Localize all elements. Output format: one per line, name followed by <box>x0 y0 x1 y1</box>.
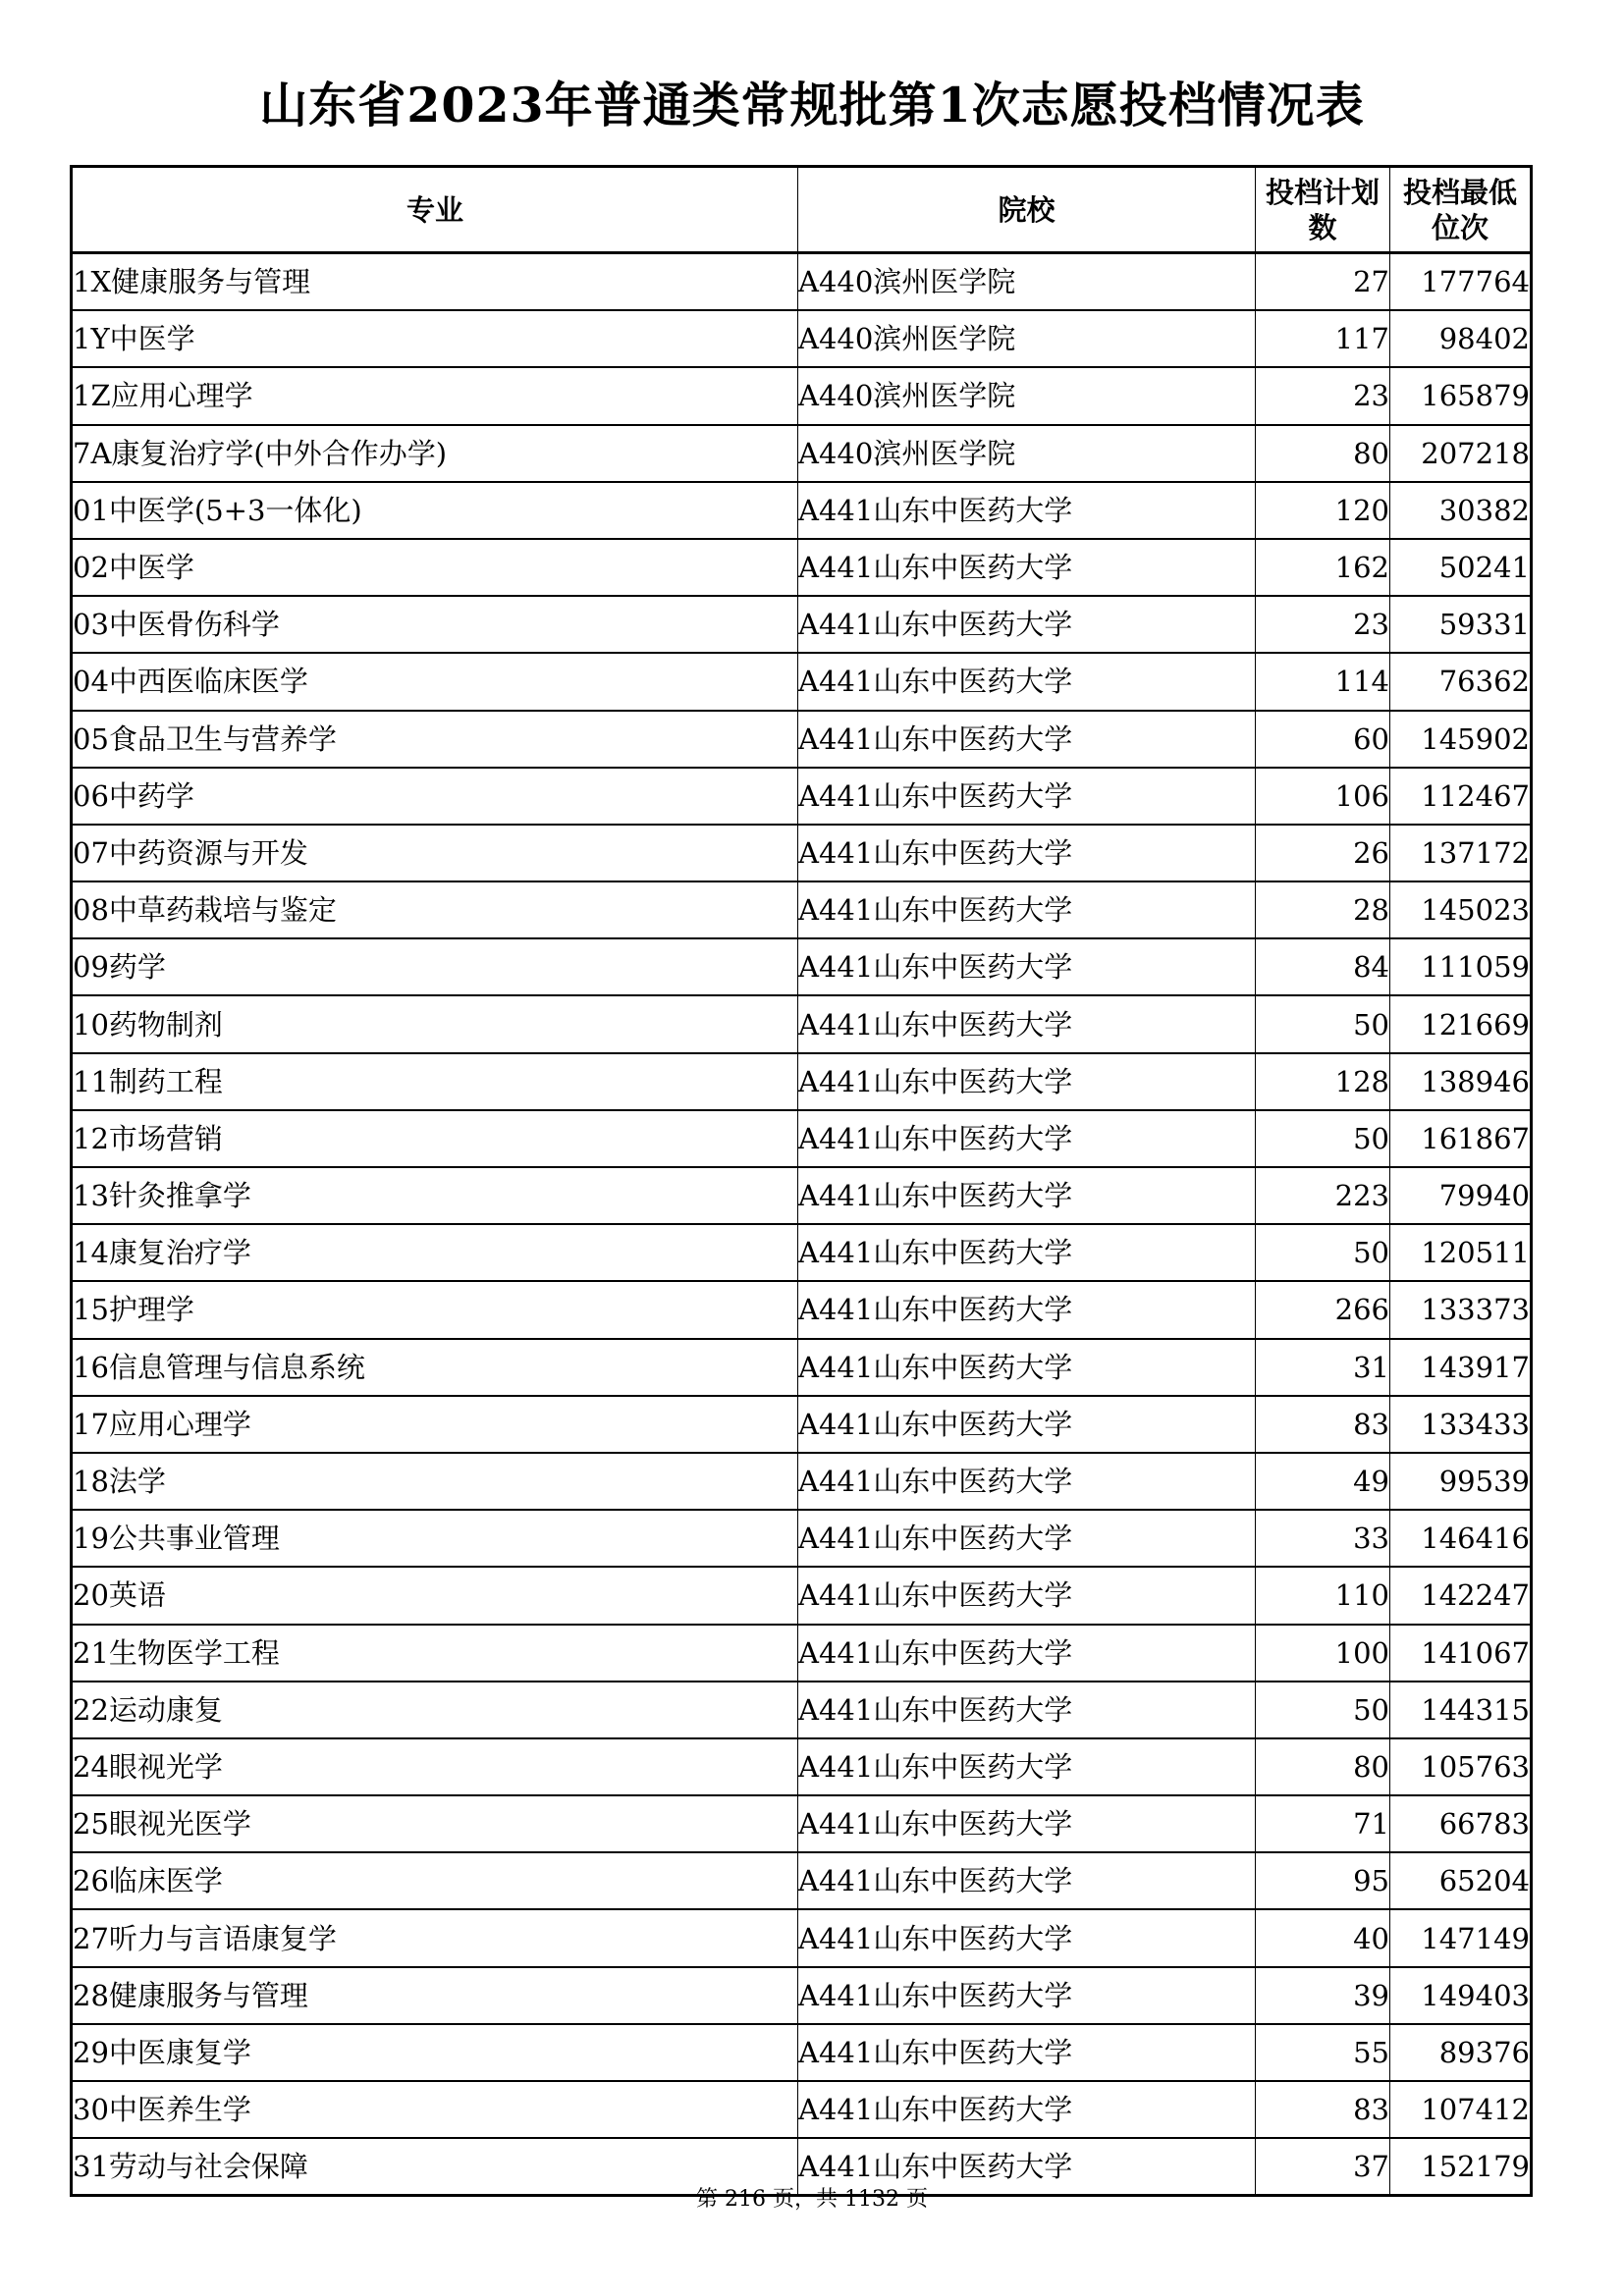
cell-school: A441山东中医药大学 <box>798 1510 1256 1567</box>
cell-school: A441山东中医药大学 <box>798 711 1256 768</box>
cell-major: 1X健康服务与管理 <box>72 253 798 311</box>
cell-plan: 120 <box>1256 482 1390 539</box>
table-row <box>72 1852 1532 1909</box>
cell-major: 04中西医临床医学 <box>72 653 798 710</box>
table-row <box>72 1682 1532 1738</box>
cell-school: A441山东中医药大学 <box>798 1281 1256 1338</box>
cell-school: A441山东中医药大学 <box>798 1625 1256 1682</box>
cell-school: A440滨州医学院 <box>798 253 1256 311</box>
cell-school: A441山东中医药大学 <box>798 1453 1256 1510</box>
table-row <box>72 768 1532 825</box>
cell-rank: 138946 <box>1390 1053 1532 1110</box>
cell-major: 13针灸推拿学 <box>72 1167 798 1224</box>
cell-school: A441山东中医药大学 <box>798 1738 1256 1795</box>
cell-plan: 95 <box>1256 1852 1390 1909</box>
cell-school: A441山东中医药大学 <box>798 1110 1256 1167</box>
table-row <box>72 1339 1532 1396</box>
cell-major: 1Z应用心理学 <box>72 367 798 424</box>
table-row <box>72 1453 1532 1510</box>
cell-school: A441山东中医药大学 <box>798 1224 1256 1281</box>
cell-rank: 79940 <box>1390 1167 1532 1224</box>
cell-plan: 83 <box>1256 2081 1390 2138</box>
cell-rank: 133373 <box>1390 1281 1532 1338</box>
cell-school: A441山东中医药大学 <box>798 482 1256 539</box>
cell-school: A441山东中医药大学 <box>798 1795 1256 1852</box>
table-row <box>72 1738 1532 1795</box>
cell-major: 25眼视光医学 <box>72 1795 798 1852</box>
cell-plan: 100 <box>1256 1625 1390 1682</box>
cell-plan: 84 <box>1256 938 1390 995</box>
cell-major: 19公共事业管理 <box>72 1510 798 1567</box>
table-row <box>72 938 1532 995</box>
cell-major: 31劳动与社会保障 <box>72 2138 798 2196</box>
cell-major: 29中医康复学 <box>72 2024 798 2081</box>
cell-school: A441山东中医药大学 <box>798 995 1256 1052</box>
header-major: 专业 <box>72 167 798 253</box>
cell-plan: 50 <box>1256 1110 1390 1167</box>
cell-plan: 39 <box>1256 1967 1390 2024</box>
table-body <box>72 253 1532 2196</box>
cell-rank: 89376 <box>1390 2024 1532 2081</box>
cell-plan: 50 <box>1256 1224 1390 1281</box>
table-row <box>72 1567 1532 1624</box>
cell-school: A441山东中医药大学 <box>798 539 1256 596</box>
cell-major: 14康复治疗学 <box>72 1224 798 1281</box>
page-title: 山东省2023年普通类常规批第1次志愿投档情况表 <box>259 77 1365 133</box>
cell-major: 08中草药栽培与鉴定 <box>72 881 798 938</box>
table-row <box>72 1396 1532 1453</box>
cell-school: A441山东中医药大学 <box>798 1852 1256 1909</box>
cell-rank: 112467 <box>1390 768 1532 825</box>
cell-school: A441山东中医药大学 <box>798 653 1256 710</box>
cell-plan: 50 <box>1256 1682 1390 1738</box>
page-footer: 第 216 页，共 1132 页 <box>696 2187 928 2212</box>
cell-major: 05食品卫生与营养学 <box>72 711 798 768</box>
cell-school: A441山东中医药大学 <box>798 1967 1256 2024</box>
cell-rank: 105763 <box>1390 1738 1532 1795</box>
cell-plan: 114 <box>1256 653 1390 710</box>
cell-major: 07中药资源与开发 <box>72 825 798 881</box>
cell-plan: 162 <box>1256 539 1390 596</box>
cell-major: 22运动康复 <box>72 1682 798 1738</box>
table-row <box>72 425 1532 482</box>
cell-major: 28健康服务与管理 <box>72 1967 798 2024</box>
table-row <box>72 1281 1532 1338</box>
cell-plan: 110 <box>1256 1567 1390 1624</box>
cell-plan: 71 <box>1256 1795 1390 1852</box>
cell-school: A441山东中医药大学 <box>798 825 1256 881</box>
cell-rank: 133433 <box>1390 1396 1532 1453</box>
cell-plan: 80 <box>1256 425 1390 482</box>
cell-school: A441山东中医药大学 <box>798 768 1256 825</box>
cell-plan: 28 <box>1256 881 1390 938</box>
cell-plan: 23 <box>1256 367 1390 424</box>
cell-rank: 66783 <box>1390 1795 1532 1852</box>
cell-rank: 147149 <box>1390 1909 1532 1966</box>
table-row <box>72 1795 1532 1852</box>
cell-rank: 137172 <box>1390 825 1532 881</box>
cell-plan: 26 <box>1256 825 1390 881</box>
cell-major: 30中医养生学 <box>72 2081 798 2138</box>
cell-school: A441山东中医药大学 <box>798 1167 1256 1224</box>
header-plan: 投档计划数 <box>1256 167 1390 253</box>
cell-rank: 50241 <box>1390 539 1532 596</box>
cell-plan: 106 <box>1256 768 1390 825</box>
cell-plan: 266 <box>1256 1281 1390 1338</box>
cell-plan: 27 <box>1256 253 1390 311</box>
table-row <box>72 1110 1532 1167</box>
cell-school: A441山东中医药大学 <box>798 938 1256 995</box>
cell-plan: 128 <box>1256 1053 1390 1110</box>
header-rank: 投档最低位次 <box>1390 167 1532 253</box>
cell-rank: 59331 <box>1390 596 1532 653</box>
cell-major: 1Y中医学 <box>72 310 798 367</box>
table-row <box>72 1224 1532 1281</box>
cell-major: 10药物制剂 <box>72 995 798 1052</box>
cell-school: A441山东中医药大学 <box>798 1053 1256 1110</box>
cell-major: 03中医骨伤科学 <box>72 596 798 653</box>
cell-rank: 165879 <box>1390 367 1532 424</box>
admission-table <box>70 165 1533 2197</box>
cell-plan: 117 <box>1256 310 1390 367</box>
cell-school: A441山东中医药大学 <box>798 1396 1256 1453</box>
cell-plan: 23 <box>1256 596 1390 653</box>
cell-major: 18法学 <box>72 1453 798 1510</box>
table-row <box>72 1909 1532 1966</box>
cell-rank: 76362 <box>1390 653 1532 710</box>
cell-school: A441山东中医药大学 <box>798 2138 1256 2196</box>
cell-rank: 99539 <box>1390 1453 1532 1510</box>
cell-school: A440滨州医学院 <box>798 310 1256 367</box>
cell-plan: 33 <box>1256 1510 1390 1567</box>
cell-major: 27听力与言语康复学 <box>72 1909 798 1966</box>
cell-major: 06中药学 <box>72 768 798 825</box>
cell-plan: 31 <box>1256 1339 1390 1396</box>
cell-major: 24眼视光学 <box>72 1738 798 1795</box>
cell-rank: 207218 <box>1390 425 1532 482</box>
cell-plan: 55 <box>1256 2024 1390 2081</box>
table-row <box>72 1967 1532 2024</box>
table-row <box>72 539 1532 596</box>
cell-rank: 145023 <box>1390 881 1532 938</box>
cell-school: A441山东中医药大学 <box>798 2081 1256 2138</box>
cell-major: 20英语 <box>72 1567 798 1624</box>
cell-major: 01中医学(5+3一体化) <box>72 482 798 539</box>
cell-major: 26临床医学 <box>72 1852 798 1909</box>
table-row <box>72 253 1532 311</box>
cell-plan: 60 <box>1256 711 1390 768</box>
cell-rank: 141067 <box>1390 1625 1532 1682</box>
cell-school: A441山东中医药大学 <box>798 1567 1256 1624</box>
table-row <box>72 367 1532 424</box>
table-row <box>72 1510 1532 1567</box>
cell-rank: 111059 <box>1390 938 1532 995</box>
cell-major: 16信息管理与信息系统 <box>72 1339 798 1396</box>
cell-major: 09药学 <box>72 938 798 995</box>
cell-plan: 80 <box>1256 1738 1390 1795</box>
cell-plan: 37 <box>1256 2138 1390 2196</box>
cell-plan: 83 <box>1256 1396 1390 1453</box>
cell-rank: 30382 <box>1390 482 1532 539</box>
cell-school: A441山东中医药大学 <box>798 2024 1256 2081</box>
table-row <box>72 2081 1532 2138</box>
cell-major: 7A康复治疗学(中外合作办学) <box>72 425 798 482</box>
cell-rank: 144315 <box>1390 1682 1532 1738</box>
cell-rank: 121669 <box>1390 995 1532 1052</box>
cell-school: A441山东中医药大学 <box>798 1909 1256 1966</box>
cell-major: 12市场营销 <box>72 1110 798 1167</box>
cell-school: A441山东中医药大学 <box>798 1682 1256 1738</box>
cell-rank: 152179 <box>1390 2138 1532 2196</box>
cell-school: A440滨州医学院 <box>798 367 1256 424</box>
cell-rank: 65204 <box>1390 1852 1532 1909</box>
cell-rank: 145902 <box>1390 711 1532 768</box>
table-header-row <box>72 167 1532 253</box>
cell-plan: 50 <box>1256 995 1390 1052</box>
table-row <box>72 711 1532 768</box>
cell-school: A440滨州医学院 <box>798 425 1256 482</box>
cell-rank: 142247 <box>1390 1567 1532 1624</box>
cell-school: A441山东中医药大学 <box>798 1339 1256 1396</box>
cell-rank: 149403 <box>1390 1967 1532 2024</box>
cell-rank: 146416 <box>1390 1510 1532 1567</box>
table-row <box>72 653 1532 710</box>
cell-rank: 98402 <box>1390 310 1532 367</box>
cell-rank: 107412 <box>1390 2081 1532 2138</box>
table-row <box>72 596 1532 653</box>
cell-major: 02中医学 <box>72 539 798 596</box>
table-row <box>72 482 1532 539</box>
table-row <box>72 1053 1532 1110</box>
cell-rank: 120511 <box>1390 1224 1532 1281</box>
cell-rank: 161867 <box>1390 1110 1532 1167</box>
table-row <box>72 2024 1532 2081</box>
cell-rank: 143917 <box>1390 1339 1532 1396</box>
cell-major: 15护理学 <box>72 1281 798 1338</box>
table-row <box>72 825 1532 881</box>
header-school: 院校 <box>798 167 1256 253</box>
table-row <box>72 995 1532 1052</box>
table-row <box>72 1167 1532 1224</box>
cell-school: A441山东中医药大学 <box>798 881 1256 938</box>
cell-major: 11制药工程 <box>72 1053 798 1110</box>
cell-school: A441山东中医药大学 <box>798 596 1256 653</box>
table-row <box>72 881 1532 938</box>
cell-plan: 49 <box>1256 1453 1390 1510</box>
cell-major: 21生物医学工程 <box>72 1625 798 1682</box>
table-row <box>72 310 1532 367</box>
cell-plan: 40 <box>1256 1909 1390 1966</box>
cell-plan: 223 <box>1256 1167 1390 1224</box>
table-row <box>72 1625 1532 1682</box>
cell-major: 17应用心理学 <box>72 1396 798 1453</box>
cell-rank: 177764 <box>1390 253 1532 311</box>
